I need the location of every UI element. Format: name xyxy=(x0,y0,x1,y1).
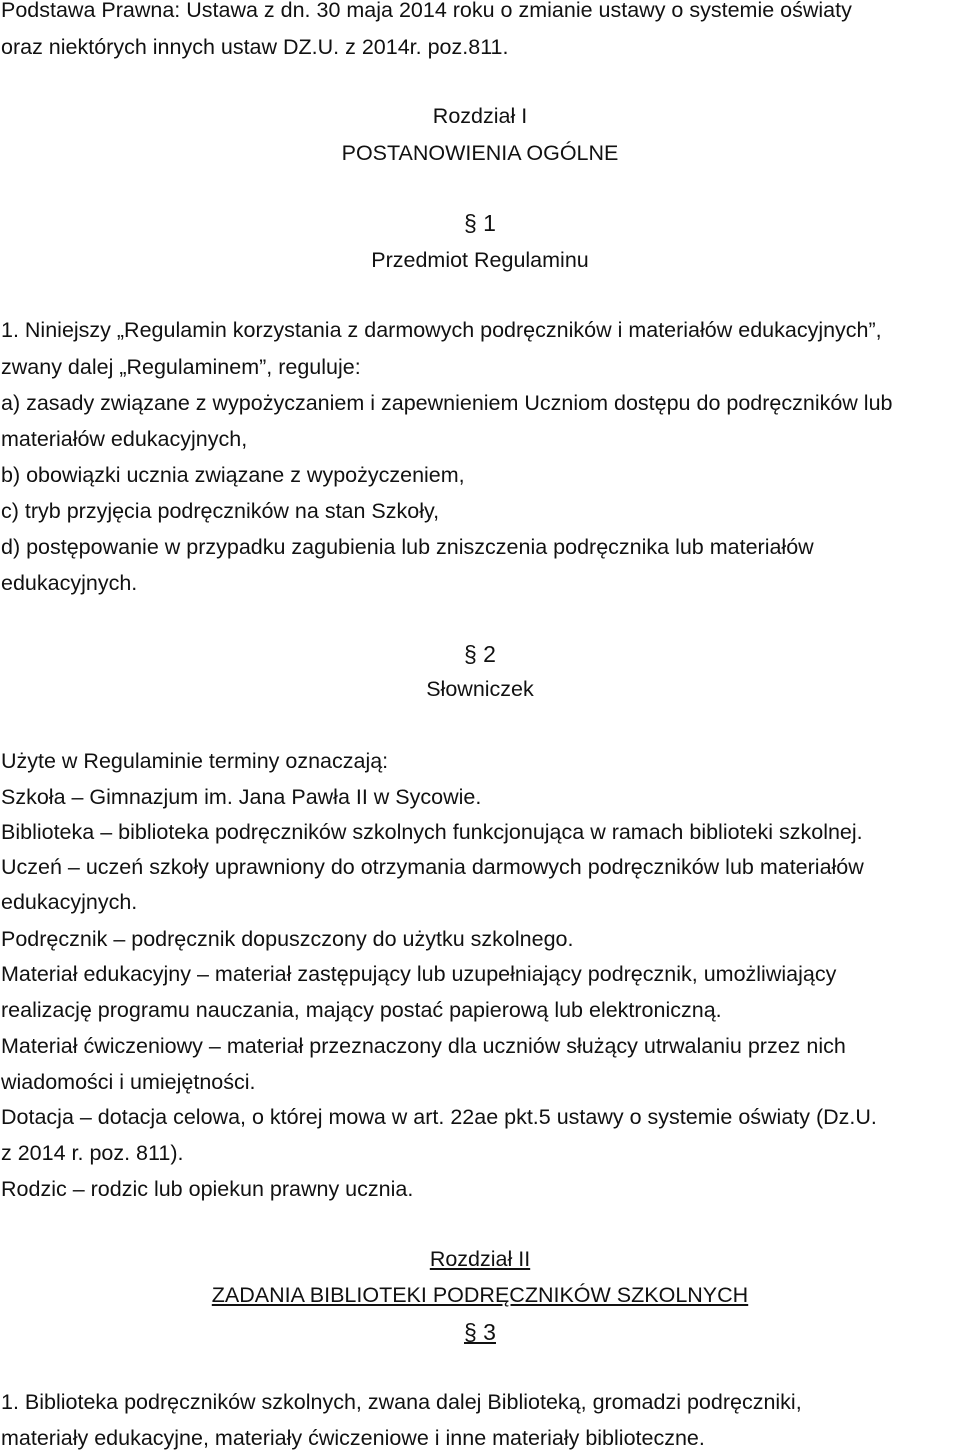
definition-line: Materiał edukacyjny – materiał zastępujący lub uzupełniający podręcznik, umożliwiający xyxy=(1,962,837,986)
definition-line: wiadomości i umiejętności. xyxy=(1,1070,256,1094)
definition-line: edukacyjnych. xyxy=(1,890,138,914)
section-1-line: a) zasady związane z wypożyczaniem i zapewnieniem Uczniom dostępu do podręczników lub xyxy=(1,391,893,415)
section-1-line: 1. Niniejszy „Regulamin korzystania z darmowych podręczników i materiałów edukacyjnych”, xyxy=(1,318,882,342)
chapter-2-title: Rozdział II xyxy=(429,1247,531,1271)
section-1-line: materiałów edukacyjnych, xyxy=(1,427,248,451)
section-3-line: 1. Biblioteka podręczników szkolnych, zwana dalej Biblioteką, gromadzi podręczniki, xyxy=(1,1390,802,1414)
legal-basis-line-1: Podstawa Prawna: Ustawa z dn. 30 maja 2014 roku o zmianie ustawy o systemie oświaty xyxy=(1,0,852,22)
definition-line: Podręcznik – podręcznik dopuszczony do użytku szkolnego. xyxy=(1,927,574,951)
definition-line: Uczeń – uczeń szkoły uprawniony do otrzymania darmowych podręczników lub materiałów xyxy=(1,855,864,879)
chapter-1-title: Rozdział I xyxy=(432,104,528,128)
definition-line: Materiał ćwiczeniowy – materiał przeznaczony dla uczniów służący utrwalaniu przez nich xyxy=(1,1034,846,1058)
section-1-line: zwany dalej „Regulaminem”, reguluje: xyxy=(1,355,361,379)
section-1-line: c) tryb przyjęcia podręczników na stan Szkoły, xyxy=(1,499,440,523)
legal-basis-line-2: oraz niektórych innych ustaw DZ.U. z 2014r. poz.811. xyxy=(1,35,509,59)
section-1-line: edukacyjnych. xyxy=(1,571,138,595)
definition-line: Rodzic – rodzic lub opiekun prawny ucznia. xyxy=(1,1177,414,1201)
definition-line: Dotacja – dotacja celowa, o której mowa w art. 22ae pkt.5 ustawy o systemie oświaty (Dz.U. xyxy=(1,1105,877,1129)
section-1-number: § 1 xyxy=(464,210,496,236)
section-2-title: Słowniczek xyxy=(426,677,534,701)
section-1-title: Przedmiot Regulaminu xyxy=(371,248,589,272)
definition-line: z 2014 r. poz. 811). xyxy=(1,1141,184,1165)
definition-line: Szkoła – Gimnazjum im. Jana Pawła II w Sycowie. xyxy=(1,785,482,809)
definition-line: realizację programu nauczania, mający postać papierową lub elektroniczną. xyxy=(1,998,722,1022)
chapter-2-subtitle: ZADANIA BIBLIOTEKI PODRĘCZNIKÓW SZKOLNYCH xyxy=(211,1283,749,1307)
section-1-line: d) postępowanie w przypadku zagubienia lub zniszczenia podręcznika lub materiałów xyxy=(1,535,814,559)
chapter-1-subtitle: POSTANOWIENIA OGÓLNE xyxy=(341,141,619,165)
definition-line: Biblioteka – biblioteka podręczników szkolnych funkcjonująca w ramach biblioteki szkolnej. xyxy=(1,820,863,844)
section-3-line: materiały edukacyjne, materiały ćwiczeniowe i inne materiały biblioteczne. xyxy=(1,1426,705,1450)
section-2-number: § 2 xyxy=(464,641,496,667)
section-1-line: b) obowiązki ucznia związane z wypożyczeniem, xyxy=(1,463,465,487)
definition-line: Użyte w Regulaminie terminy oznaczają: xyxy=(1,749,389,773)
section-3-number: § 3 xyxy=(464,1319,496,1345)
